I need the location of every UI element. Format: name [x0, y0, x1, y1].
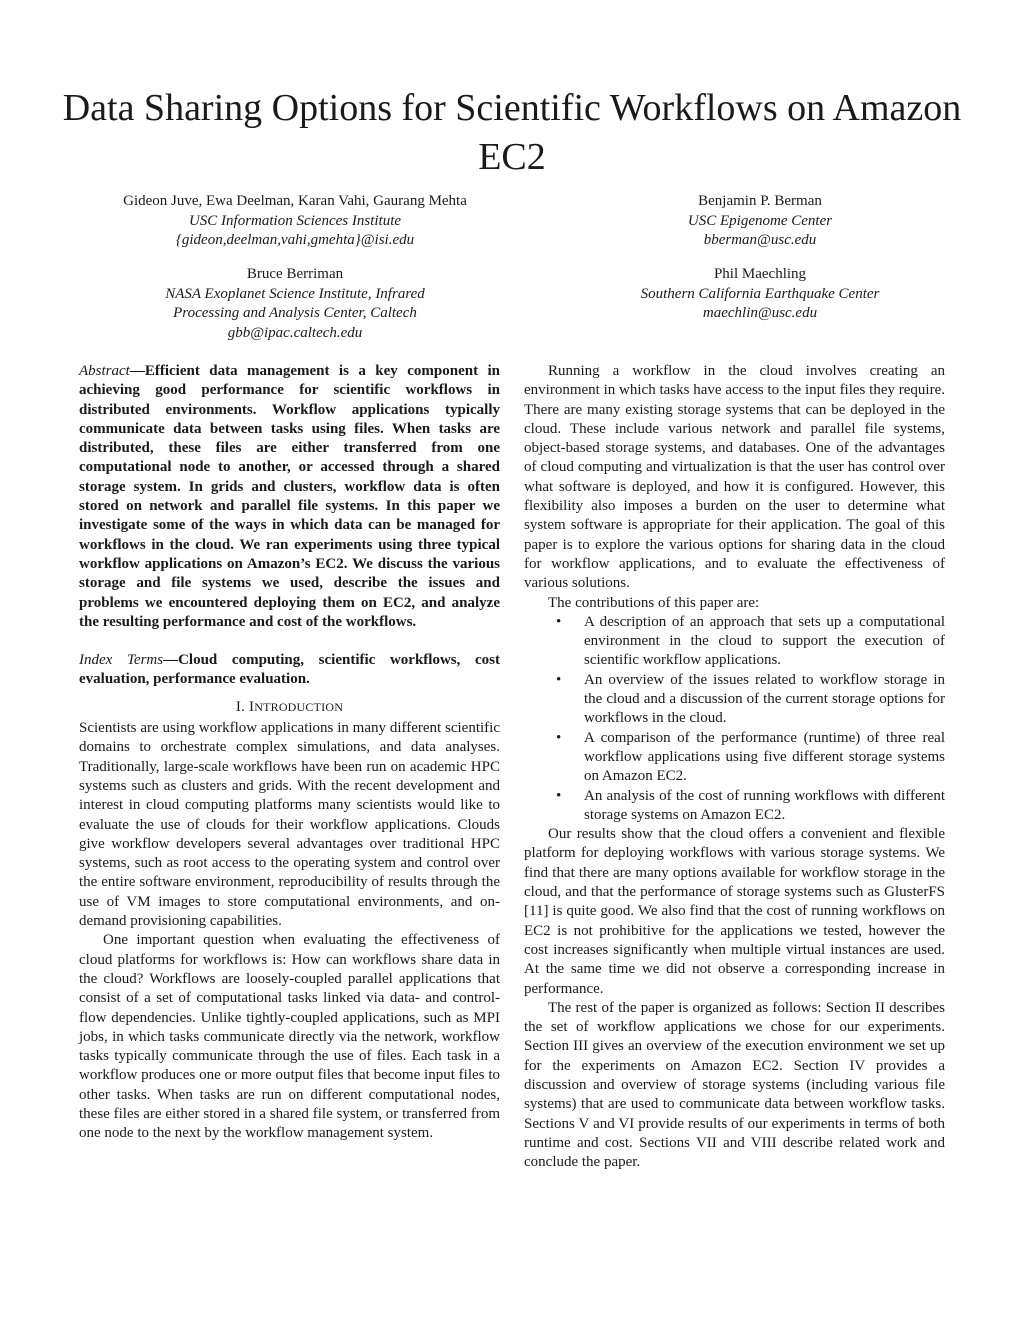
index-terms — [79, 651, 500, 690]
list-item-text: A description of an approach that sets up a computational environment in the cloud to support the execution of scientific workflow applications. — [584, 613, 945, 669]
organization-paragraph: The rest of the paper is organized as follows: Section II describes the set of workflow applications we chose for our experiments. Section III gives an overview of the execution environment we set up for the experiments on Amazon EC2. Section IV provides a discussion and overview of storage systems (including various file systems) that are used to communicate data between workflow tasks. Sections V and VI provide results of our experiments in terms of both runtime and cost. Sections VII and VIII describe related work and conclude the paper. — [524, 999, 945, 1171]
author-email: {gideon,deelman,vahi,gmehta}@isi.edu — [175, 232, 415, 248]
author-affiliation-line2: Processing and Analysis Center, Caltech — [173, 305, 417, 321]
index-terms-text: Cloud computing, scientific workflows, cost evaluation, performance evaluation. — [79, 652, 500, 688]
intro-paragraph-1: Scientists are using workflow applications in many different scientific domains to orchestrate complex simulations, and data analyses. Traditionally, large-scale workflows have been run on academic HPC systems such as clusters and grids. With the recent development and interest in cloud computing platforms many scientists would like to evaluate the use of clouds for their workflow applications. Clouds give workflow developers several advantages over traditional HPC systems, such as root access to the operating system and control over the entire software environment, reproducibility of results through the use of VM images to store computational environments, and on-demand provisioning capabilities. — [79, 720, 500, 930]
section-number: I. — [235, 698, 250, 715]
author-block-juve — [80, 192, 510, 251]
abstract-dash: — — [129, 363, 145, 379]
author-names: Gideon Juve, Ewa Deelman, Karan Vahi, Gaurang Mehta — [123, 193, 467, 209]
paper-title: Data Sharing Options for Scientific Workflows on Amazon EC2 — [62, 87, 962, 178]
author-names: Benjamin P. Berman — [698, 193, 822, 209]
author-email: bberman@usc.edu — [703, 232, 817, 248]
list-item — [524, 671, 945, 729]
author-block-berman — [580, 192, 940, 251]
bullet-icon: • — [556, 671, 562, 688]
bullet-icon: • — [556, 787, 562, 804]
author-affiliation-line1: NASA Exoplanet Science Institute, Infrared — [165, 285, 425, 302]
author-affiliation: USC Information Sciences Institute — [188, 212, 402, 229]
bullet-icon: • — [556, 613, 562, 630]
author-names: Phil Maechling — [713, 266, 807, 282]
contributions-list — [524, 613, 945, 825]
bullet-icon: • — [556, 729, 562, 746]
abstract-label: Abstract — [79, 363, 130, 379]
author-block-berriman — [80, 265, 510, 343]
author-block-maechling — [580, 265, 940, 324]
author-affiliation: Southern California Earthquake Center — [640, 285, 880, 302]
list-item-text: A comparison of the performance (runtime) of three real workflow applications using five different storage systems on Amazon EC2. — [584, 729, 945, 785]
list-item — [524, 729, 945, 787]
abstract — [79, 362, 500, 632]
section-first-letter: I — [249, 698, 255, 715]
list-item — [524, 787, 945, 826]
section-heading-introduction — [79, 698, 500, 717]
author-email: gbb@ipac.caltech.edu — [227, 324, 363, 341]
abstract-text: Efficient data management is a key component in achieving good performance for scientific workflows in distributed environments. Workflow applications typically communicate data between tasks using files. When tasks are distributed, these files are either transferred from one computational node to another, or accessed through a shared storage system. In grids and clusters, workflow data is often stored on network and parallel file systems. In this paper we investigate some of the ways in which data can be managed for workflows in the cloud. We ran experiments using three typical workflow applications on Amazon’s EC2. We discuss the various storage and file systems we used, describe the issues and problems we encountered deploying them on EC2, and analyze the resulting performance and cost of the workflows. — [79, 363, 500, 630]
author-names: Bruce Berriman — [246, 266, 344, 282]
list-item-text: An analysis of the cost of running workflows with different storage systems on Amazon EC2. — [584, 787, 945, 823]
section-title-rest: NTRODUCTION — [254, 699, 344, 714]
left-column — [79, 362, 500, 1144]
index-terms-dash: — — [163, 652, 179, 669]
index-terms-label: Index Terms — [79, 652, 164, 669]
list-item — [524, 613, 945, 671]
intro-paragraph-2: One important question when evaluating the effectiveness of cloud platforms for workflows is: How can workflows share data in the cloud? Workflows are loosely-coupled parallel applications that consist of a set of computational tasks linked via data- and control-flow dependencies. Unlike tightly-coupled applications, such as MPI jobs, in which tasks communicate directly via the network, workflow tasks typically communicate through the use of files. Each task in a workflow produces one or more output files that become input files to other tasks. When tasks are run on different computational nodes, these files are either stored in a shared file system, or transferred from one node to the next by the workflow management system. — [79, 932, 500, 1142]
right-column — [524, 362, 945, 1172]
results-paragraph: Our results show that the cloud offers a convenient and flexible platform for deploying workflows with various storage systems. We find that there are many options available for workflow storage in the cloud, and that the performance of storage systems such as GlusterFS [11] is quite good. We also find that the cost of running workflows on EC2 is not prohibitive for the applications we tested, however the cost increases significantly when multiple virtual instances are used. At the same time we did not observe a corresponding increase in performance. — [524, 826, 945, 997]
author-affiliation: USC Epigenome Center — [687, 212, 833, 229]
contributions-intro: The contributions of this paper are: — [548, 594, 760, 611]
author-email: maechlin@usc.edu — [702, 305, 818, 321]
right-paragraph-1: Running a workflow in the cloud involves creating an environment in which tasks have access to the input files they require. There are many existing storage systems that can be deployed in the cloud. These include various network and parallel file systems, object-based storage systems, and databases. One of the advantages of cloud computing and virtualization is that the user has control over what software is deployed, and how it is configured. However, this flexibility also imposes a burden on the user to determine what system software is appropriate for their application. The goal of this paper is to explore the various options for sharing data in the cloud for workflow applications, and to evaluate the effectiveness of various solutions. — [524, 363, 945, 592]
list-item-text: An overview of the issues related to workflow storage in the cloud and a discussion of the current storage options for workflows in the cloud. — [584, 671, 945, 727]
